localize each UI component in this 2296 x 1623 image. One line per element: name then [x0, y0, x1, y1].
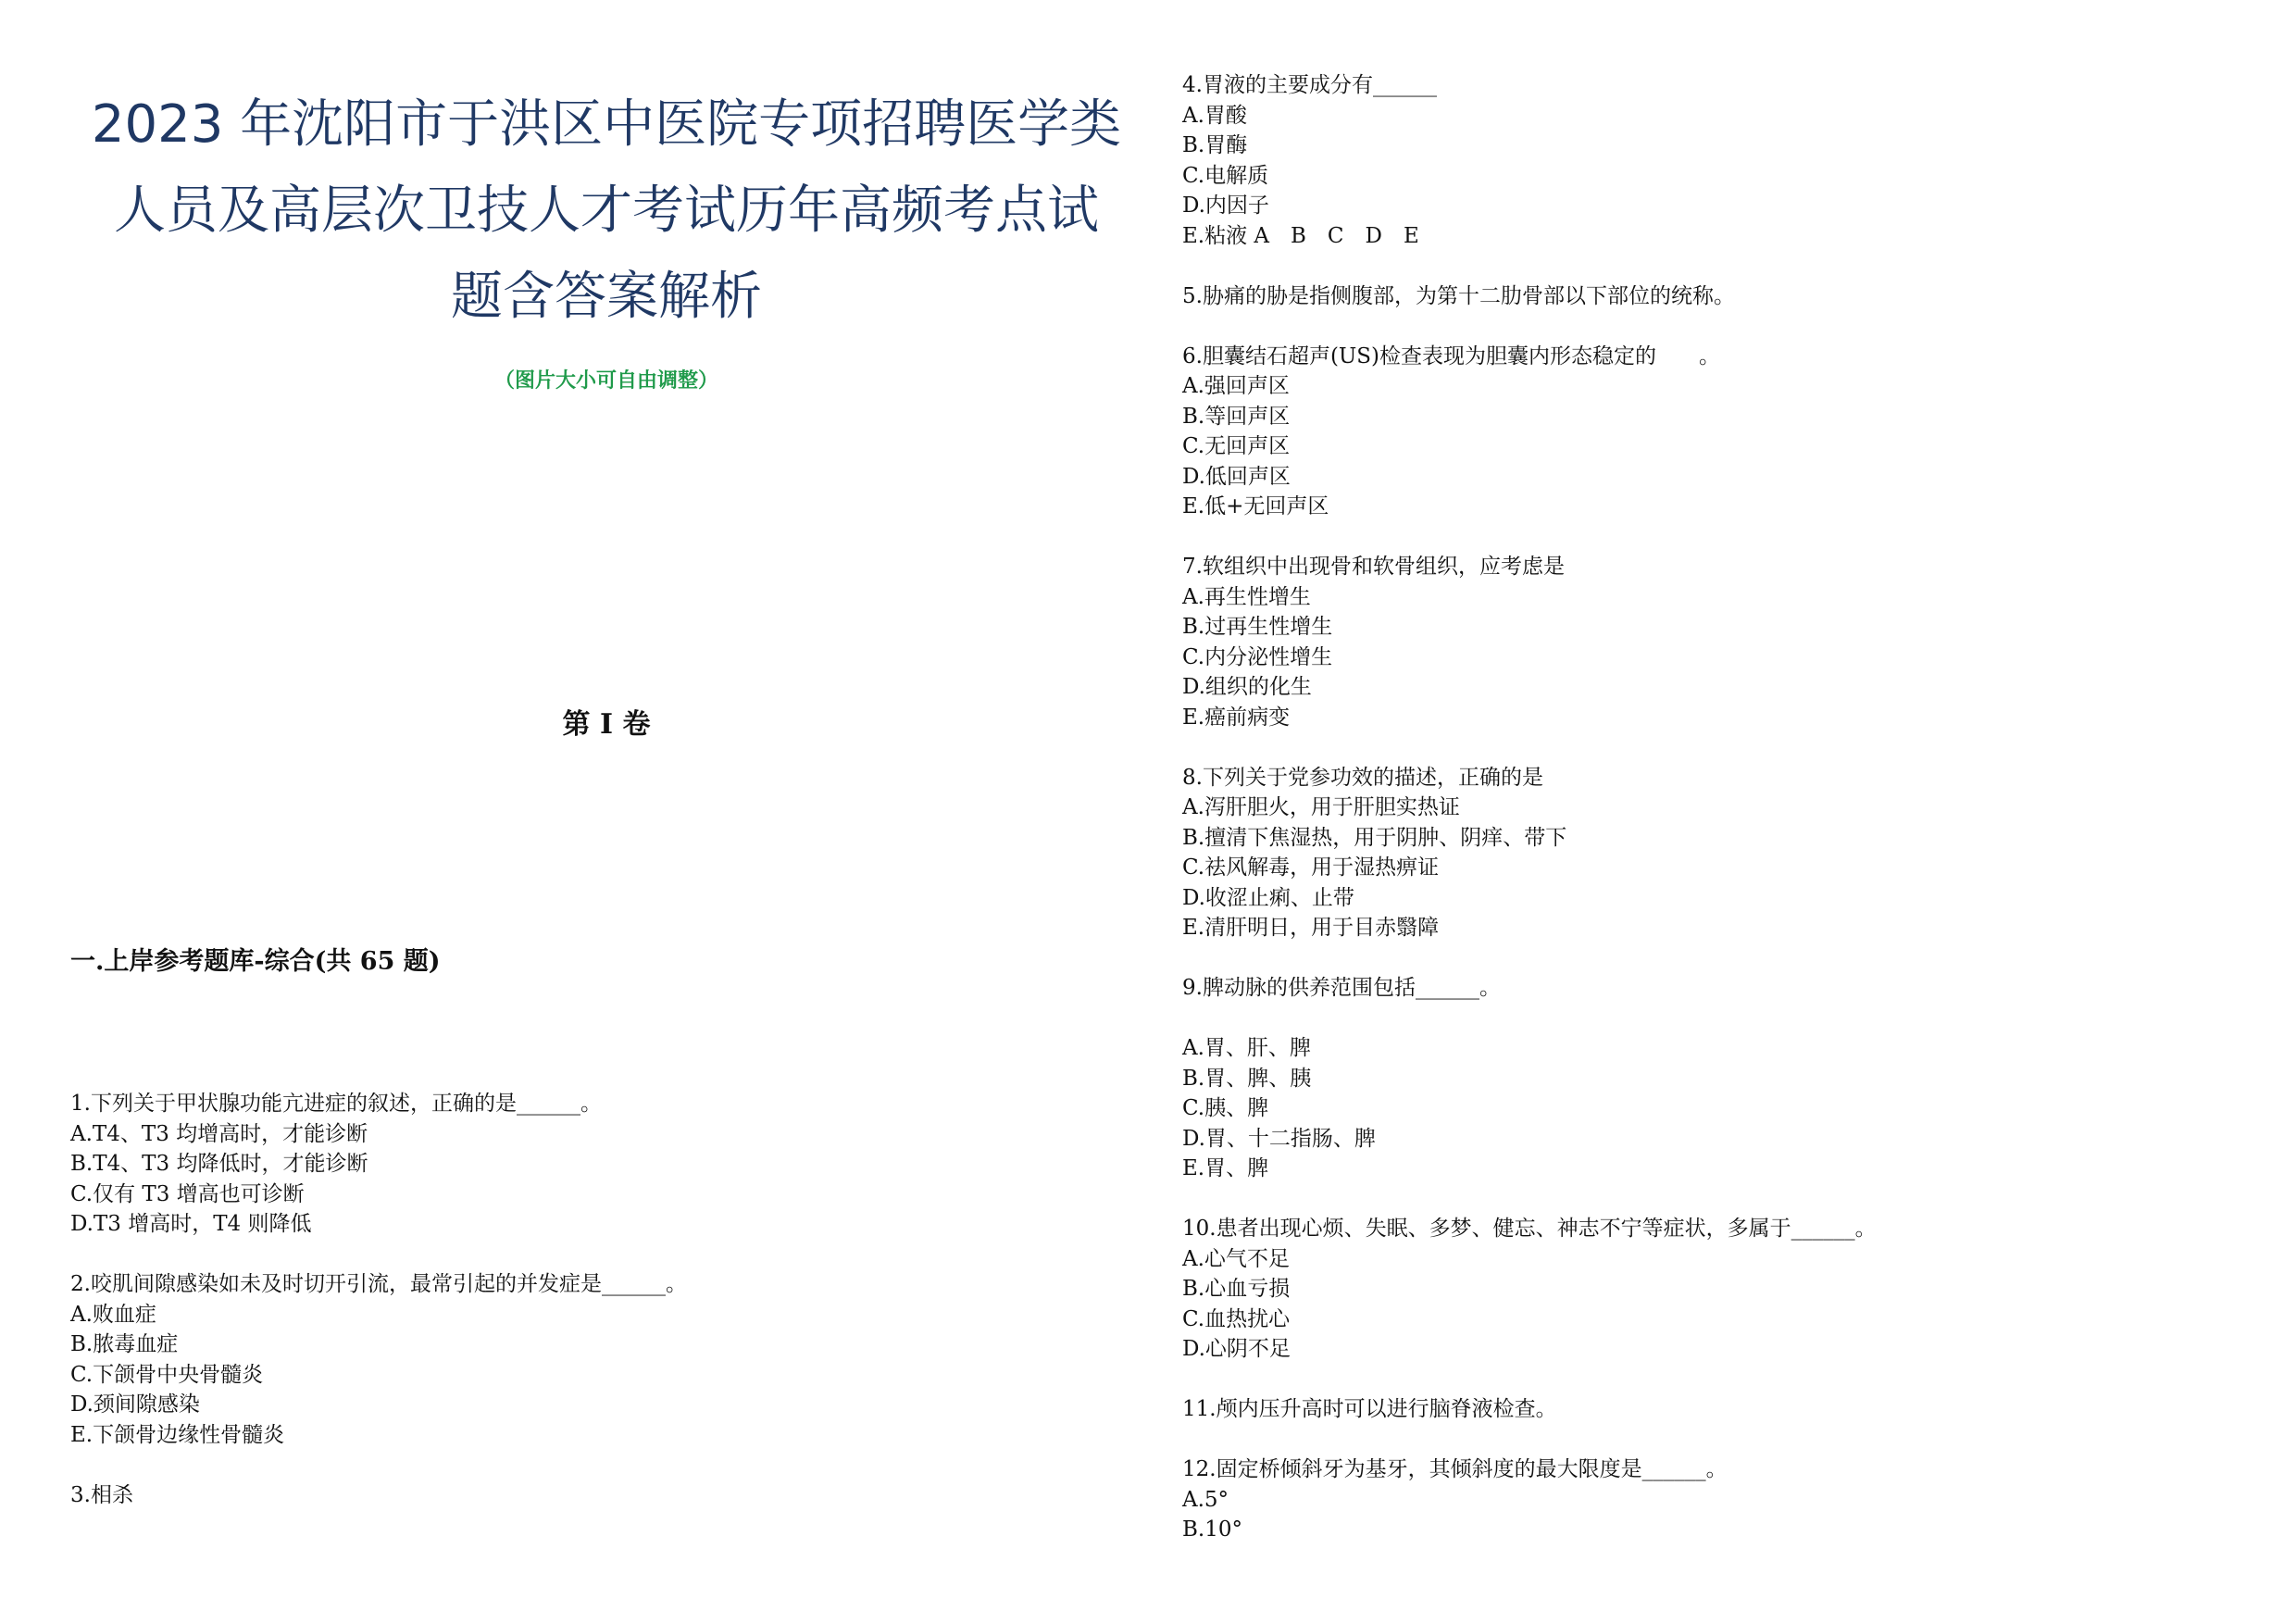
answer-option: E.低+无回声区	[1182, 494, 1329, 518]
question-stem: 2.咬肌间隙感染如未及时切开引流，最常引起的并发症是______。	[70, 1272, 687, 1296]
answer-option: B.胃、脾、胰	[1182, 1066, 1312, 1091]
answer-option: B.T4、T3 均降低时，才能诊断	[70, 1152, 368, 1176]
answer-option: D.内因子	[1182, 194, 1269, 218]
question-stem: 12.固定桥倾斜牙为基牙，其倾斜度的最大限度是______。	[1182, 1457, 1728, 1481]
question-stem: 1.下列关于甲状腺功能亢进症的叙述，正确的是______。	[70, 1092, 602, 1116]
question-block	[70, 1089, 1144, 1240]
answer-option: E.清肝明日，用于目赤翳障	[1182, 916, 1440, 940]
section-heading: 一.上岸参考题库-综合(共 65 题)	[70, 947, 441, 976]
title-line-2: 人员及高层次卫技人才考试历年高频考点试	[114, 181, 1099, 241]
answer-option: D.收涩止痢、止带	[1182, 885, 1354, 910]
question-block	[1182, 70, 2284, 251]
answer-option: A.泻肝胆火，用于肝胆实热证	[1182, 795, 1460, 819]
answer-option: E.胃、脾	[1182, 1156, 1269, 1180]
question-stem: 9.脾动脉的供养范围包括______。	[1182, 976, 1501, 1000]
answer-option: A.T4、T3 均增高时，才能诊断	[70, 1121, 368, 1146]
answer-option: A.再生性增生	[1182, 584, 1311, 609]
question-stem: 11.颅内压升高时可以进行脑脊液检查。	[1182, 1397, 1557, 1421]
right-question-column	[1182, 70, 2284, 1575]
volume-label: 第 I 卷	[562, 708, 651, 741]
answer-option: B.10°	[1182, 1517, 1242, 1542]
blank-line	[1182, 1004, 2284, 1034]
answer-option: C.下颌骨中央骨髓炎	[70, 1362, 264, 1387]
answer-option: C.无回声区	[1182, 434, 1291, 458]
answer-option: E.下颌骨边缘性骨髓炎	[70, 1422, 285, 1447]
answer-option: B.胃酶	[1182, 133, 1248, 157]
question-stem: 5.胁痛的胁是指侧腹部，为第十二肋骨部以下部位的统称。	[1182, 283, 1735, 308]
question-block	[1182, 1394, 2284, 1425]
answer-option: D.颈间隙感染	[70, 1392, 200, 1417]
answer-option: B.心血亏损	[1182, 1277, 1291, 1301]
question-block	[1182, 973, 2284, 1184]
title-line-1: 2023 年沈阳市于洪区中医院专项招聘医学类	[91, 94, 1122, 155]
image-size-note: （图片大小可自由调整）	[493, 369, 718, 393]
answer-option: B.脓毒血症	[70, 1332, 179, 1356]
answer-option: C.胰、脾	[1182, 1096, 1269, 1120]
answer-option: C.内分泌性增生	[1182, 644, 1333, 669]
answer-option: D.心阴不足	[1182, 1337, 1291, 1361]
answer-option: A.胃、肝、脾	[1182, 1036, 1311, 1060]
answer-option: D.低回声区	[1182, 464, 1291, 489]
answer-option: A.强回声区	[1182, 374, 1290, 398]
answer-option: E.粘液 A B C D E	[1182, 223, 1419, 248]
question-block	[1182, 1454, 2284, 1545]
question-block	[1182, 281, 2284, 312]
answer-option: C.仅有 T3 增高也可诊断	[70, 1181, 305, 1206]
answer-option: D.组织的化生	[1182, 675, 1312, 699]
question-block	[70, 1480, 1144, 1511]
question-block	[1182, 342, 2284, 522]
answer-option: B.擅清下焦湿热，用于阴肿、阴痒、带下	[1182, 825, 1567, 850]
answer-option: D.T3 增高时，T4 则降低	[70, 1212, 312, 1236]
left-question-column	[70, 1089, 1144, 1541]
answer-option: A.5°	[1182, 1487, 1229, 1512]
document-title	[65, 81, 1148, 340]
question-block	[1182, 763, 2284, 943]
answer-option: C.电解质	[1182, 163, 1269, 188]
title-line-3: 题含答案解析	[451, 267, 762, 327]
answer-option: B.等回声区	[1182, 404, 1291, 429]
question-stem: 10.患者出现心烦、失眠、多梦、健忘、神志不宁等症状，多属于______。	[1182, 1217, 1877, 1241]
answer-option: A.胃酸	[1182, 103, 1247, 128]
answer-option: C.血热扰心	[1182, 1306, 1291, 1331]
question-block	[1182, 552, 2284, 732]
question-stem: 8.下列关于党参功效的描述，正确的是	[1182, 765, 1543, 790]
question-stem: 7.软组织中出现骨和软骨组织，应考虑是	[1182, 555, 1565, 579]
question-block	[1182, 1214, 2284, 1365]
answer-option: A.败血症	[70, 1302, 156, 1327]
question-stem: 6.胆囊结石超声(US)检查表现为胆囊内形态稳定的 。	[1182, 343, 1721, 368]
question-block	[70, 1269, 1144, 1450]
question-stem: 3.相杀	[70, 1482, 133, 1507]
answer-option: D.胃、十二指肠、脾	[1182, 1126, 1376, 1151]
answer-option: A.心气不足	[1182, 1246, 1290, 1271]
answer-option: E.癌前病变	[1182, 705, 1291, 730]
answer-option: B.过再生性增生	[1182, 615, 1333, 639]
answer-option: C.祛风解毒，用于湿热痹证	[1182, 855, 1440, 880]
question-stem: 4.胃液的主要成分有______	[1182, 73, 1437, 97]
